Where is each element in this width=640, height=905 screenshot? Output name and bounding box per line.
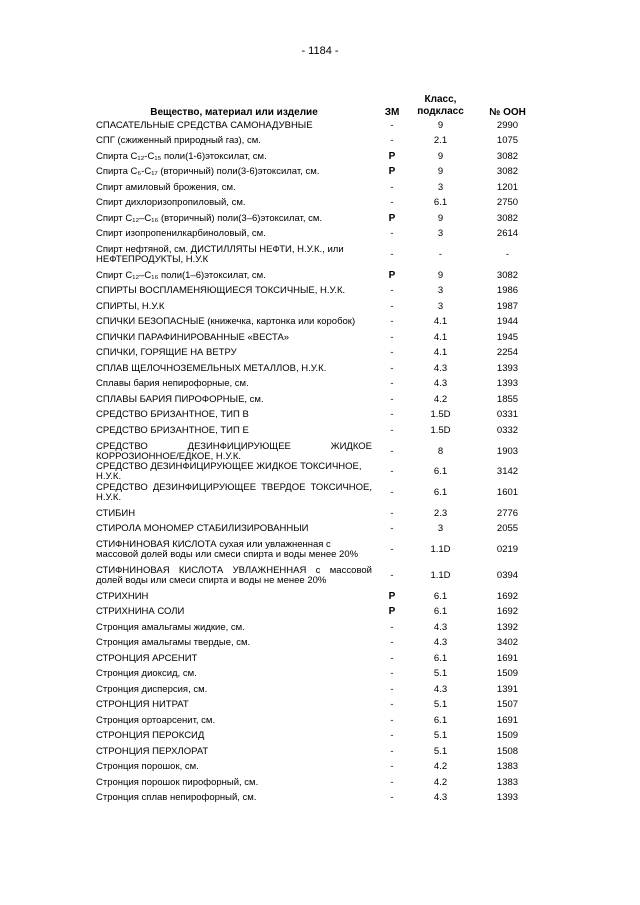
cell-substance: Сплавы бария непирофорные, см.: [96, 379, 249, 390]
table-row: [96, 165, 546, 181]
cell-zm: -: [390, 792, 394, 804]
cell-zm: -: [390, 362, 394, 374]
cell-substance: СРЕДСТВО ДЕЗИНФИЦИРУЮЩЕЕ ЖИДКОЕ ТОКСИЧНОЕ, Н.У.К.: [96, 462, 362, 483]
cell-class: 2.1: [433, 135, 448, 147]
cell-substance: СРЕДСТВО БРИЗАНТНОЕ, ТИП E: [96, 425, 249, 436]
cell-un-number: 1393: [496, 362, 519, 374]
cell-un-number: 1508: [496, 745, 519, 757]
cell-un-number: 1692: [496, 590, 519, 602]
cell-zm: -: [390, 316, 394, 328]
cell-substance: Стронция порошок, см.: [96, 762, 199, 773]
cell-class: 9: [437, 269, 444, 281]
cell-zm: -: [390, 347, 394, 359]
cell-class: 1.5D: [430, 424, 451, 436]
table-row: [96, 330, 546, 346]
table-row: [96, 242, 546, 268]
table-body: [96, 118, 546, 806]
cell-substance: СПЛАВЫ БАРИЯ ПИРОФОРНЫЕ, см.: [96, 394, 264, 405]
cell-substance: Стронция порошок пирофорный, см.: [96, 777, 259, 788]
cell-class: 4.2: [433, 776, 448, 788]
table-row: [96, 636, 546, 652]
table-row: [96, 408, 546, 424]
cell-substance: Спирта C₁₂-C₁₅ поли(1-6)этоксилат, см.: [96, 151, 267, 162]
cell-class: 9: [437, 119, 444, 131]
cell-zm: -: [390, 637, 394, 649]
cell-substance: СТРОНЦИЯ НИТРАТ: [96, 700, 189, 711]
cell-un-number: 1507: [496, 699, 519, 711]
cell-un-number: 1393: [496, 378, 519, 390]
table-header: [96, 86, 546, 118]
cell-substance: СПГ (сжиженный природный газ), см.: [96, 136, 261, 147]
table-row: [96, 589, 546, 605]
cell-class: 9: [437, 150, 444, 162]
cell-class: 6.1: [433, 466, 448, 478]
cell-class: 4.3: [433, 792, 448, 804]
cell-zm: -: [390, 228, 394, 240]
cell-un-number: 0219: [496, 544, 519, 555]
cell-class: 4.3: [433, 362, 448, 374]
cell-zm: -: [390, 621, 394, 633]
cell-substance: СПИЧКИ, ГОРЯЩИЕ НА ВЕТРУ: [96, 348, 237, 359]
cell-substance: Стронция диоксид, см.: [96, 669, 197, 680]
cell-zm: -: [390, 197, 394, 209]
header-zm: ЗМ: [384, 107, 400, 118]
table-row: [96, 506, 546, 522]
cell-substance: СРЕДСТВО БРИЗАНТНОЕ, ТИП B: [96, 410, 249, 421]
cell-class: 4.2: [433, 761, 448, 773]
cell-class: 6.1: [433, 606, 448, 618]
cell-un-number: 1692: [496, 606, 519, 618]
table-row: [96, 620, 546, 636]
cell-class: 5.1: [433, 668, 448, 680]
table-row: [96, 361, 546, 377]
cell-zm: -: [390, 776, 394, 788]
cell-substance: СТРИХНИН: [96, 591, 149, 602]
cell-un-number: 0394: [496, 570, 519, 581]
cell-class: 9: [437, 166, 444, 178]
table-row: [96, 227, 546, 243]
cell-zm: -: [390, 181, 394, 193]
table-row: [96, 299, 546, 315]
cell-zm: -: [390, 424, 394, 436]
cell-zm: -: [390, 507, 394, 519]
cell-substance: Спирта C₆-C₁₇ (вторичный) поли(3-6)этоксилат, см.: [96, 167, 320, 178]
table-row: [96, 729, 546, 745]
table-row: [96, 346, 546, 362]
cell-un-number: 1986: [496, 285, 519, 297]
cell-class: 6.1: [433, 487, 448, 498]
table-row: [96, 423, 546, 439]
cell-un-number: 1509: [496, 730, 519, 742]
cell-substance: Спирт дихлоризопропиловый, см.: [96, 198, 246, 209]
cell-class: 4.1: [433, 316, 448, 328]
cell-un-number: 1691: [496, 652, 519, 664]
cell-zm: -: [390, 668, 394, 680]
cell-un-number: 2750: [496, 197, 519, 209]
cell-zm: -: [390, 393, 394, 405]
cell-substance: Спирт амиловый брожения, см.: [96, 182, 236, 193]
cell-un-number: 1201: [496, 181, 519, 193]
table-row: [96, 775, 546, 791]
cell-un-number: 0331: [496, 409, 519, 421]
header-class-line1: Класс,: [424, 94, 457, 105]
cell-substance: СРЕДСТВО ДЕЗИНФИЦИРУЮЩЕЕ ЖИДКОЕ КОРРОЗИОННОЕ/ЕДКОЕ, Н.У.К.: [96, 441, 372, 462]
cell-un-number: 1944: [496, 316, 519, 328]
cell-un-number: 1903: [496, 445, 519, 457]
cell-substance: СПАСАТЕЛЬНЫЕ СРЕДСТВА САМОНАДУВНЫЕ: [96, 120, 313, 131]
cell-substance: СПЛАВ ЩЕЛОЧНОЗЕМЕЛЬНЫХ МЕТАЛЛОВ, Н.У.К.: [96, 363, 327, 374]
cell-substance: Спирт C₁₂–C₁₆ (вторичный) поли(3–6)этоксилат, см.: [96, 213, 323, 224]
cell-un-number: 1691: [496, 714, 519, 726]
cell-zm: -: [390, 544, 394, 555]
cell-class: 1.1D: [430, 544, 451, 555]
table-row: [96, 377, 546, 393]
cell-un-number: 1383: [496, 776, 519, 788]
cell-un-number: -: [505, 249, 510, 260]
cell-un-number: 2614: [496, 228, 519, 240]
table-row: [96, 268, 546, 284]
table-row: [96, 682, 546, 698]
cell-substance: Стронция сплав непирофорный, см.: [96, 793, 257, 804]
table-row: [96, 392, 546, 408]
cell-substance: СТИФНИНОВАЯ КИСЛОТА сухая или увлажненная с массовой долей воды или смеси спирта и воды менее 20%: [96, 540, 359, 560]
cell-un-number: 2776: [496, 507, 519, 519]
cell-zm: P: [388, 212, 396, 224]
cell-class: 5.1: [433, 730, 448, 742]
cell-zm: -: [390, 487, 394, 498]
cell-class: 6.1: [433, 652, 448, 664]
cell-class: 4.1: [433, 347, 448, 359]
cell-class: 3: [437, 523, 444, 535]
cell-class: 3: [437, 228, 444, 240]
cell-class: 4.3: [433, 621, 448, 633]
cell-un-number: 3142: [496, 466, 519, 478]
cell-zm: P: [388, 606, 396, 618]
cell-class: 1.1D: [430, 570, 451, 581]
substance-table: [96, 86, 546, 806]
table-row: [96, 563, 546, 589]
header-class-line2: подкласс: [417, 106, 464, 117]
cell-un-number: 1075: [496, 135, 519, 147]
header-substance: Вещество, материал или изделие: [150, 107, 318, 118]
cell-un-number: 1391: [496, 683, 519, 695]
cell-substance: Стронция ортоарсенит, см.: [96, 715, 216, 726]
cell-substance: Спирт нефтяной, см. ДИСТИЛЛЯТЫ НЕФТИ, Н.У.К., или НЕФТЕПРОДУКТЫ, Н.У.К: [96, 245, 344, 265]
cell-un-number: 2990: [496, 119, 519, 131]
table-row: [96, 791, 546, 807]
cell-zm: P: [388, 150, 396, 162]
table-row: [96, 315, 546, 331]
cell-zm: -: [390, 761, 394, 773]
cell-substance: Спирт C₁₂–C₁₆ поли(1–6)этоксилат, см.: [96, 270, 266, 281]
cell-un-number: 1601: [496, 487, 519, 498]
cell-un-number: 3082: [496, 269, 519, 281]
cell-substance: СТРОНЦИЯ АРСЕНИТ: [96, 653, 198, 664]
cell-substance: СПИРТЫ ВОСПЛАМЕНЯЮЩИЕСЯ ТОКСИЧНЫЕ, Н.У.К.: [96, 286, 346, 297]
table-row: [96, 651, 546, 667]
cell-un-number: 2055: [496, 523, 519, 535]
cell-zm: -: [390, 331, 394, 343]
cell-un-number: 3402: [496, 637, 519, 649]
cell-class: 1.5D: [430, 409, 451, 421]
cell-class: 6.1: [433, 197, 448, 209]
table-row: [96, 667, 546, 683]
table-row: [96, 462, 546, 483]
table-row: [96, 118, 546, 134]
cell-class: 4.3: [433, 683, 448, 695]
table-row: [96, 605, 546, 621]
cell-substance: СТРОНЦИЯ ПЕРХЛОРАТ: [96, 746, 209, 757]
cell-zm: -: [390, 466, 394, 478]
cell-un-number: 1392: [496, 621, 519, 633]
cell-zm: -: [390, 745, 394, 757]
cell-zm: -: [390, 249, 394, 260]
header-class: [412, 94, 469, 118]
cell-un-number: 1945: [496, 331, 519, 343]
cell-zm: P: [388, 590, 396, 602]
cell-class: 2.3: [433, 507, 448, 519]
cell-substance: СПИЧКИ ПАРАФИНИРОВАННЫЕ «ВЕСТА»: [96, 332, 290, 343]
cell-un-number: 1987: [496, 300, 519, 312]
cell-zm: -: [390, 523, 394, 535]
cell-zm: -: [390, 378, 394, 390]
cell-un-number: 1855: [496, 393, 519, 405]
cell-class: 5.1: [433, 699, 448, 711]
cell-zm: P: [388, 166, 396, 178]
cell-zm: -: [390, 445, 394, 457]
table-row: [96, 698, 546, 714]
cell-substance: Спирт изопропенилкарбиноловый, см.: [96, 229, 266, 240]
cell-un-number: 3082: [496, 150, 519, 162]
cell-un-number: 0332: [496, 424, 519, 436]
cell-class: 4.2: [433, 393, 448, 405]
cell-substance: Стронция дисперсия, см.: [96, 684, 208, 695]
cell-class: 3: [437, 181, 444, 193]
cell-class: 4.1: [433, 331, 448, 343]
cell-class: -: [438, 249, 443, 260]
cell-substance: СРЕДСТВО ДЕЗИНФИЦИРУЮЩЕЕ ТВЕРДОЕ ТОКСИЧНОЕ, Н.У.К.: [96, 483, 372, 503]
page-number: - 1184 -: [301, 45, 339, 57]
table-row: [96, 439, 546, 465]
cell-zm: -: [390, 570, 394, 581]
table-row: [96, 537, 546, 563]
cell-class: 6.1: [433, 590, 448, 602]
table-row: [96, 180, 546, 196]
cell-zm: -: [390, 285, 394, 297]
table-row: [96, 196, 546, 212]
cell-un-number: 1393: [496, 792, 519, 804]
table-row: [96, 522, 546, 538]
cell-class: 9: [437, 212, 444, 224]
cell-substance: СПИЧКИ БЕЗОПАСНЫЕ (книжечка, картонка или коробок): [96, 317, 356, 328]
cell-substance: Стронция амальгамы твердые, см.: [96, 638, 251, 649]
table-row: [96, 713, 546, 729]
cell-class: 5.1: [433, 745, 448, 757]
cell-zm: -: [390, 730, 394, 742]
cell-un-number: 3082: [496, 212, 519, 224]
cell-zm: -: [390, 683, 394, 695]
cell-un-number: 1509: [496, 668, 519, 680]
cell-class: 8: [437, 445, 444, 457]
cell-zm: -: [390, 652, 394, 664]
cell-substance: СПИРТЫ, Н.У.К: [96, 301, 165, 312]
cell-class: 3: [437, 300, 444, 312]
cell-zm: -: [390, 714, 394, 726]
cell-zm: P: [388, 269, 396, 281]
table-row: [96, 211, 546, 227]
table-row: [96, 760, 546, 776]
cell-zm: -: [390, 409, 394, 421]
cell-class: 4.3: [433, 378, 448, 390]
header-un-number: № ООН: [489, 107, 526, 118]
cell-substance: СТИФНИНОВАЯ КИСЛОТА УВЛАЖНЕННАЯ с массовой долей воды или смеси спирта и воды не менее 20%: [96, 566, 372, 586]
cell-un-number: 1383: [496, 761, 519, 773]
cell-un-number: 2254: [496, 347, 519, 359]
cell-substance: Стронция амальгамы жидкие, см.: [96, 622, 245, 633]
cell-zm: -: [390, 135, 394, 147]
cell-class: 4.3: [433, 637, 448, 649]
cell-substance: СТИРОЛА МОНОМЕР СТАБИЛИЗИРОВАННЫЙ: [96, 524, 309, 535]
table-row: [96, 149, 546, 165]
cell-substance: СТРИХНИНА СОЛИ: [96, 607, 185, 618]
table-row: [96, 134, 546, 150]
cell-substance: СТРОНЦИЯ ПЕРОКСИД: [96, 731, 205, 742]
cell-zm: -: [390, 699, 394, 711]
cell-un-number: 3082: [496, 166, 519, 178]
cell-zm: -: [390, 119, 394, 131]
cell-zm: -: [390, 300, 394, 312]
table-row: [96, 744, 546, 760]
table-row: [96, 284, 546, 300]
table-row: [96, 480, 546, 506]
cell-class: 6.1: [433, 714, 448, 726]
cell-class: 3: [437, 285, 444, 297]
cell-substance: СТИБИН: [96, 508, 136, 519]
